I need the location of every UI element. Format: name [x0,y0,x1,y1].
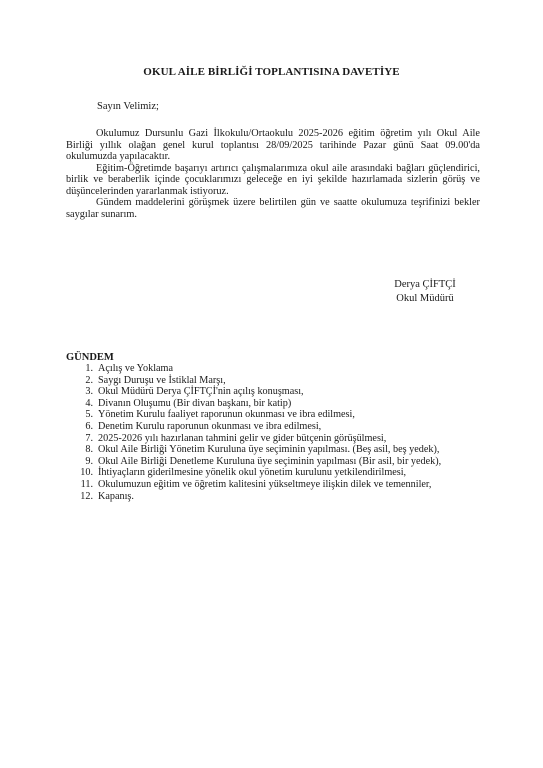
agenda-item [72,479,492,491]
agenda-item [72,363,492,375]
signature-block [386,278,464,305]
agenda-item [72,375,492,387]
agenda-item-number: 6. [85,420,93,432]
document-title: OKUL AİLE BİRLİĞİ TOPLANTISINA DAVETİYE [143,66,400,78]
agenda-item [72,433,492,445]
agenda-item [72,409,492,421]
agenda-item-number: 10. [80,467,93,479]
agenda-item [72,444,492,456]
agenda-item-number: 8. [85,444,93,456]
salutation: Sayın Velimiz; [97,101,159,112]
agenda-item-text: İhtiyaçların giderilmesine yönelik okul yönetim kurulunu yetkilendirilmesi, [98,467,407,479]
agenda-item-number: 2. [85,374,93,386]
agenda-item-text: Okulumuzun eğitim ve öğretim kalitesini yükseltmeye ilişkin dilek ve temenniler, [98,478,432,490]
agenda-item-text: Divanın Oluşumu (Bir divan başkanı, bir katip) [98,397,292,409]
agenda-item [72,398,492,410]
agenda-item-text: 2025-2026 yılı hazırlanan tahmini gelir ve gider bütçenin görüşülmesi, [98,432,387,444]
agenda-item-text: Kapanış. [98,490,134,502]
agenda-list [72,363,492,502]
agenda-title: GÜNDEM [66,352,114,363]
agenda-item-number: 12. [80,490,93,502]
agenda-item-text: Saygı Duruşu ve İstiklal Marşı, [98,374,226,386]
agenda-item-number: 4. [85,397,93,409]
agenda-item [72,456,492,468]
agenda-item [72,467,492,479]
agenda-item-number: 1. [85,363,93,374]
agenda-item-number: 3. [85,386,93,398]
agenda-item-text: Açılış ve Yoklama [98,363,173,374]
body-paragraph: Okulumuz Dursunlu Gazi İlkokulu/Ortaokulu 2025-2026 eğitim öğretim yılı Okul Aile Birliği yıllık olağan genel kurul toplantısı 28/09/2025 tarihinde Pazar günü Saat 09.00'da okulumuzda yapılacaktır. [66,128,480,162]
agenda-item-number: 11. [80,478,93,490]
agenda-item [72,421,492,433]
body-paragraph: Eğitim-Öğretimde başarıyı artırıcı çalışmalarımıza okul aile arasındaki bağları güçlendirici, birlik ve beraberlik içinde çocuklarımızı geleceğe en iyi şekilde hazırlamada sizlerin görüş ve düşüncelerinden yararlanmak istiyoruz. [66,162,480,197]
agenda-item-text: Denetim Kurulu raporunun okunması ve ibra edilmesi, [98,420,322,432]
agenda-item-text: Okul Aile Birliği Yönetim Kuruluna üye seçiminin yapılması. (Beş asil, beş yedek), [98,444,440,456]
agenda-item-number: 9. [85,455,93,467]
agenda-item-text: Okul Müdürü Derya ÇİFTÇİ'nin açılış konuşması, [98,386,304,398]
body-paragraph: Gündem maddelerini görüşmek üzere belirtilen gün ve saatte okulumuza teşrifinizi bekler saygılar sunarım. [66,197,480,220]
invitation-body [66,128,480,220]
signatory-role: Okul Müdürü [396,292,454,304]
agenda-item [72,491,492,503]
agenda-item-number: 7. [85,432,93,444]
agenda-item-text: Okul Aile Birliği Denetleme Kuruluna üye seçiminin yapılması (Bir asil, bir yedek), [98,455,442,467]
signatory-name: Derya ÇİFTÇİ [394,279,456,290]
agenda-item-text: Yönetim Kurulu faaliyet raporunun okunması ve ibra edilmesi, [98,409,355,421]
agenda-item-number: 5. [85,409,93,421]
agenda-item [72,386,492,398]
